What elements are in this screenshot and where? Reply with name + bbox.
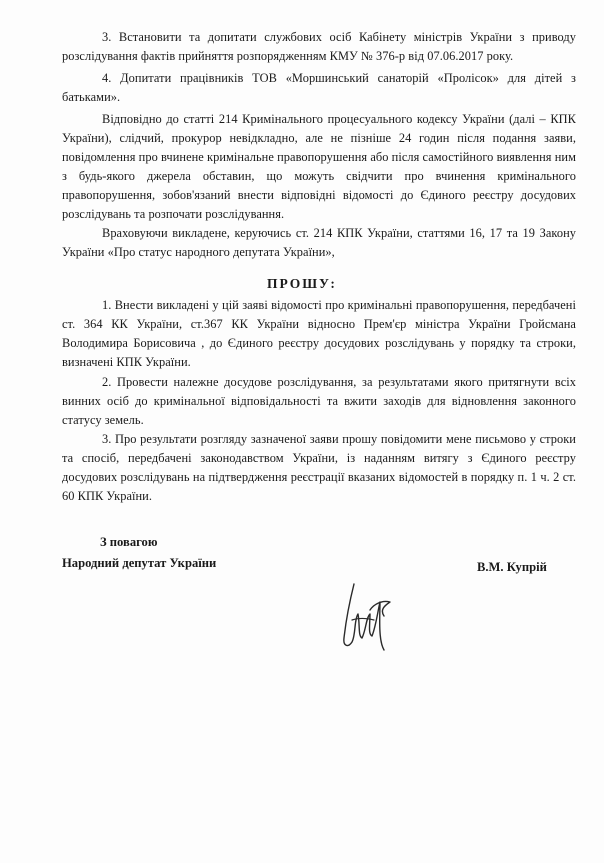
request-heading: ПРОШУ: (267, 276, 337, 291)
request-item-3: 3. Про результати розгляду зазначеної заяви прошу повідомити мене письмово у строки та спосіб, передбачені законодавством України, із наданням витягу з Єдиного реєстру досудових розслідувань на підтвердження реєстрації вказаних відомостей в порядку п. 1 ч. 2 ст. 60 КПК України. (62, 432, 576, 503)
signatory-name: В.М. Купрій (477, 560, 547, 574)
paragraph-considering: Враховуючи викладене, керуючись ст. 214 КПК України, статтями 16, 17 та 19 Закону України «Про статус народного депутата України», (62, 226, 576, 259)
paragraph-article-214: Відповідно до статті 214 Кримінального процесуального кодексу України (далі – КПК України), слідчий, прокурор невідкладно, але не пізніше 24 годин після подання заяви, повідомлення про вчинене кримінальне правопорушення або після самостійного виявлення ним з будь-якого джерела обставин, що можуть свідчити про вчинення кримінального правопорушення, зобов'язаний внести відповідні відомості до Єдиного реєстру досудових розслідувань та розпочати розслідування. (62, 112, 576, 221)
paragraph-item-4: 4. Допитати працівників ТОВ «Моршинський санаторій «Пролісок» для дітей з батьками». (62, 71, 576, 104)
request-item-2: 2. Провести належне досудове розслідування, за результатами якого притягнути всіх винних осіб до кримінальної відповідальності та вжити заходів для відновлення законного статусу земель. (62, 375, 576, 427)
paragraph-item-3: 3. Встановити та допитати службових осіб Кабінету міністрів України з приводу розслідування фактів прийняття розпорядженням КМУ № 376-р від 07.06.2017 року. (62, 30, 576, 63)
closing-text: З повагою (100, 535, 158, 549)
request-item-1: 1. Внести викладені у цій заяві відомості про кримінальні правопорушення, передбачені ст. 364 КК України, ст.367 КК України відносно Прем'єр міністра України Гройсмана Володимира Борисовича , до Єдиного реєстру досудових розслідувань у порядку та строки, визначені КПК України. (62, 298, 576, 369)
handwritten-signature (340, 580, 400, 652)
signatory-position: Народний депутат України (62, 556, 217, 570)
